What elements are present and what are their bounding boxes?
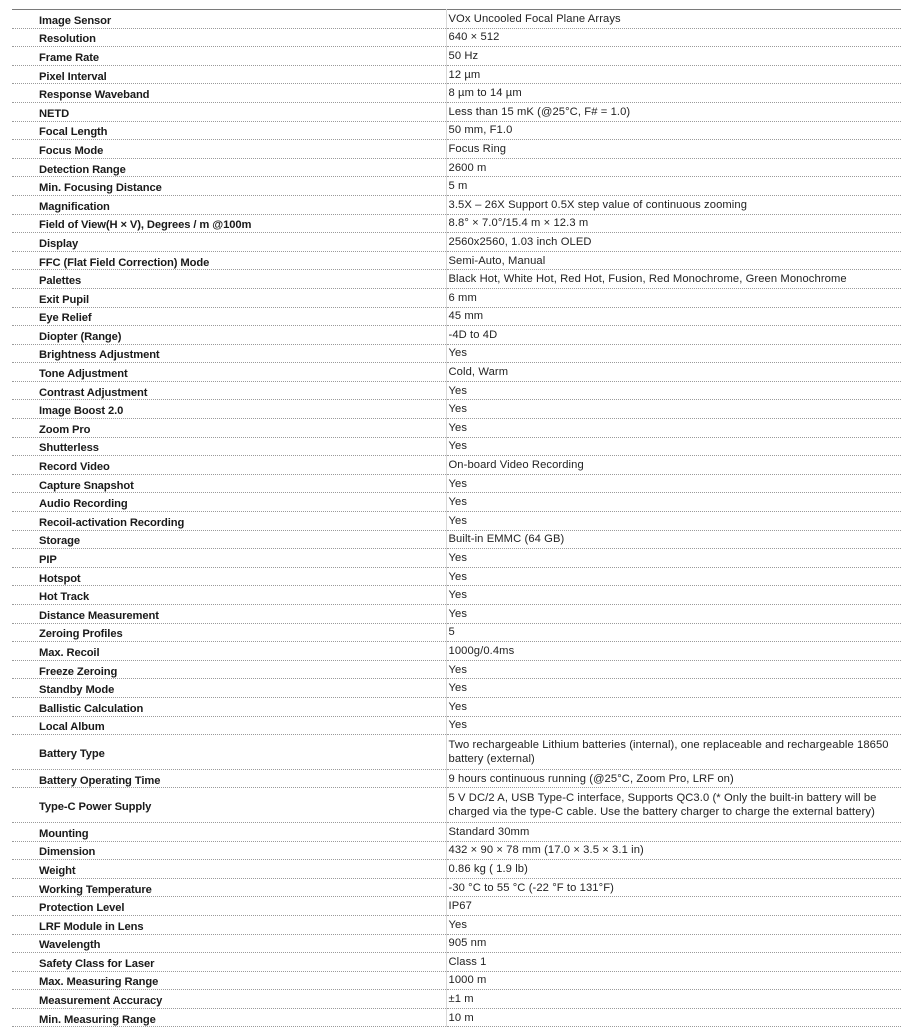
spec-label: Min. Focusing Distance (39, 182, 162, 195)
spec-label: Pixel Interval (39, 70, 107, 83)
spec-value: Yes (446, 605, 901, 624)
spec-value: Yes (446, 697, 901, 716)
table-row (12, 102, 901, 121)
spec-label: LRF Module in Lens (39, 920, 144, 933)
spec-value: 8 µm to 14 µm (446, 84, 901, 103)
table-row (12, 158, 901, 177)
spec-label: Focal Length (39, 126, 108, 139)
spec-value: 2560x2560, 1.03 inch OLED (446, 233, 901, 252)
table-row (12, 822, 901, 841)
spec-label: Recoil-activation Recording (39, 516, 185, 529)
spec-label: Local Album (39, 721, 105, 734)
table-row (12, 437, 901, 456)
spec-label: Display (39, 237, 79, 250)
table-row (12, 288, 901, 307)
table-row (12, 474, 901, 493)
spec-label: Record Video (39, 461, 110, 474)
table-row (12, 841, 901, 860)
spec-label: Max. Recoil (39, 646, 100, 659)
spec-label: Mounting (39, 827, 89, 840)
spec-label: Zeroing Profiles (39, 628, 123, 641)
spec-value: Yes (446, 915, 901, 934)
table-row (12, 788, 901, 823)
spec-value: Yes (446, 493, 901, 512)
spec-value: 1000g/0.4ms (446, 642, 901, 661)
spec-value: 50 mm, F1.0 (446, 121, 901, 140)
spec-label: Standby Mode (39, 684, 115, 697)
table-row (12, 233, 901, 252)
spec-value: Class 1 (446, 953, 901, 972)
spec-label: Palettes (39, 275, 82, 288)
spec-value: IP67 (446, 897, 901, 916)
spec-value: Two rechargeable Lithium batteries (internal), one replaceable and rechargeable 18650 battery (external) (446, 735, 901, 770)
spec-label: Type-C Power Supply (39, 801, 152, 814)
spec-label: Eye Relief (39, 312, 92, 325)
spec-value: 432 × 90 × 78 mm (17.0 × 3.5 × 3.1 in) (446, 841, 901, 860)
spec-label: Focus Mode (39, 144, 104, 157)
table-row (12, 990, 901, 1009)
table-row (12, 493, 901, 512)
spec-value: 50 Hz (446, 47, 901, 66)
spec-value: Yes (446, 679, 901, 698)
table-row (12, 769, 901, 788)
spec-label: Shutterless (39, 442, 99, 455)
spec-value: 3.5X – 26X Support 0.5X step value of continuous zooming (446, 195, 901, 214)
spec-value: 5 m (446, 177, 901, 196)
table-row (12, 512, 901, 531)
table-row (12, 84, 901, 103)
table-row (12, 567, 901, 586)
spec-value: -4D to 4D (446, 326, 901, 345)
spec-label: Response Waveband (39, 89, 150, 102)
spec-label: Max. Measuring Range (39, 976, 159, 989)
spec-value: ±1 m (446, 990, 901, 1009)
spec-label: Magnification (39, 200, 110, 213)
table-row (12, 251, 901, 270)
table-row (12, 679, 901, 698)
spec-value: Standard 30mm (446, 822, 901, 841)
spec-value: 0.86 kg ( 1.9 lb) (446, 860, 901, 879)
spec-label: Resolution (39, 33, 96, 46)
table-row (12, 860, 901, 879)
table-row (12, 381, 901, 400)
table-row (12, 697, 901, 716)
spec-value: 12 µm (446, 65, 901, 84)
spec-label: Detection Range (39, 163, 126, 176)
table-row (12, 28, 901, 47)
spec-value: Black Hot, White Hot, Red Hot, Fusion, Red Monochrome, Green Monochrome (446, 270, 901, 289)
spec-value: 5 V DC/2 A, USB Type-C interface, Supports QC3.0 (* Only the built-in battery will be charged via the type-C cable. Use the battery charger to charge the external battery) (446, 788, 901, 823)
table-row (12, 177, 901, 196)
table-row (12, 344, 901, 363)
spec-label: Freeze Zeroing (39, 665, 118, 678)
spec-value: 640 × 512 (446, 28, 901, 47)
spec-label: Distance Measurement (39, 609, 159, 622)
table-row (12, 195, 901, 214)
spec-value: Focus Ring (446, 140, 901, 159)
spec-label: Storage (39, 535, 80, 548)
table-row (12, 605, 901, 624)
table-row (12, 735, 901, 770)
table-row (12, 270, 901, 289)
spec-label: NETD (39, 107, 70, 120)
spec-label: Hotspot (39, 572, 81, 585)
spec-label: Image Boost 2.0 (39, 405, 124, 418)
table-row (12, 530, 901, 549)
table-row (12, 326, 901, 345)
table-row (12, 586, 901, 605)
spec-label: PIP (39, 554, 57, 567)
spec-value: Yes (446, 512, 901, 531)
table-row (12, 65, 901, 84)
spec-value: 2600 m (446, 158, 901, 177)
table-row (12, 971, 901, 990)
spec-value: 905 nm (446, 934, 901, 953)
table-row (12, 419, 901, 438)
spec-value: Less than 15 mK (@25°C, F# = 1.0) (446, 102, 901, 121)
spec-value: 45 mm (446, 307, 901, 326)
spec-label: Ballistic Calculation (39, 702, 144, 715)
spec-value: 1000 m (446, 971, 901, 990)
spec-label: Working Temperature (39, 883, 152, 896)
table-row (12, 642, 901, 661)
table-row (12, 307, 901, 326)
table-row (12, 214, 901, 233)
spec-value: VOx Uncooled Focal Plane Arrays (446, 10, 901, 29)
table-row (12, 363, 901, 382)
spec-label: Battery Operating Time (39, 774, 161, 787)
spec-value: 5 (446, 623, 901, 642)
table-row (12, 456, 901, 475)
spec-label: Image Sensor (39, 14, 112, 27)
spec-label: Zoom Pro (39, 423, 91, 436)
spec-label: Contrast Adjustment (39, 386, 148, 399)
spec-value: Yes (446, 549, 901, 568)
spec-label: Hot Track (39, 591, 90, 604)
spec-value: Yes (446, 474, 901, 493)
spec-table (12, 9, 901, 1027)
table-row (12, 953, 901, 972)
spec-value: Yes (446, 716, 901, 735)
table-row (12, 878, 901, 897)
spec-label: Measurement Accuracy (39, 995, 163, 1008)
spec-label: Brightness Adjustment (39, 349, 160, 362)
spec-value: -30 °C to 55 °C (-22 °F to 131°F) (446, 878, 901, 897)
table-row (12, 623, 901, 642)
spec-value: Built-in EMMC (64 GB) (446, 530, 901, 549)
spec-value: 10 m (446, 1008, 901, 1027)
spec-label: Exit Pupil (39, 293, 89, 306)
spec-label: Wavelength (39, 939, 101, 952)
spec-label: Field of View(H × V), Degrees / m @100m (39, 219, 252, 232)
spec-label: Safety Class for Laser (39, 957, 155, 970)
spec-value: 9 hours continuous running (@25°C, Zoom Pro, LRF on) (446, 769, 901, 788)
spec-label: Audio Recording (39, 498, 128, 511)
spec-value: Yes (446, 381, 901, 400)
table-row (12, 915, 901, 934)
spec-value: Semi-Auto, Manual (446, 251, 901, 270)
spec-label: FFC (Flat Field Correction) Mode (39, 256, 210, 269)
spec-label: Weight (39, 864, 76, 877)
spec-value: Yes (446, 437, 901, 456)
table-row (12, 934, 901, 953)
spec-label: Capture Snapshot (39, 479, 134, 492)
table-row (12, 121, 901, 140)
spec-value: Yes (446, 567, 901, 586)
spec-table-body (12, 10, 901, 1027)
table-row (12, 660, 901, 679)
spec-label: Min. Measuring Range (39, 1013, 156, 1026)
spec-label: Tone Adjustment (39, 368, 128, 381)
table-row (12, 897, 901, 916)
spec-label: Dimension (39, 846, 96, 859)
table-row (12, 400, 901, 419)
spec-value: Yes (446, 419, 901, 438)
spec-value: On-board Video Recording (446, 456, 901, 475)
spec-label: Protection Level (39, 902, 125, 915)
spec-label: Battery Type (39, 747, 105, 760)
table-row (12, 716, 901, 735)
spec-value: Yes (446, 344, 901, 363)
table-row (12, 1008, 901, 1027)
spec-value: 8.8° × 7.0°/15.4 m × 12.3 m (446, 214, 901, 233)
table-row (12, 10, 901, 29)
spec-label: Diopter (Range) (39, 330, 122, 343)
table-row (12, 47, 901, 66)
spec-value: Yes (446, 586, 901, 605)
spec-value: Yes (446, 400, 901, 419)
table-row (12, 140, 901, 159)
spec-value: Cold, Warm (446, 363, 901, 382)
spec-value: Yes (446, 660, 901, 679)
spec-label: Frame Rate (39, 51, 99, 64)
table-row (12, 549, 901, 568)
spec-value: 6 mm (446, 288, 901, 307)
